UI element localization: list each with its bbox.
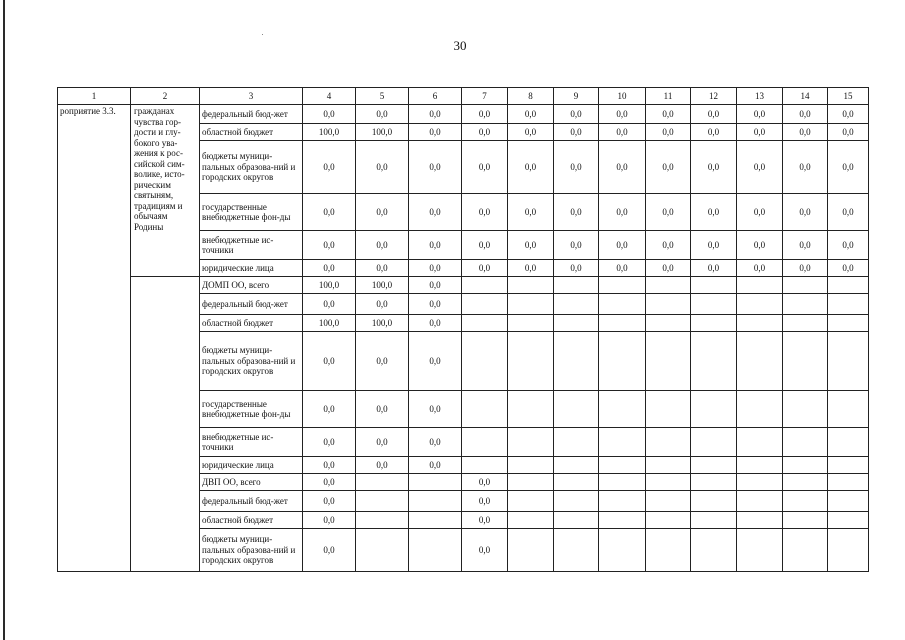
value-cell: 0,0 (828, 260, 869, 277)
value-cell (783, 529, 828, 572)
value-cell: 0,0 (599, 141, 646, 194)
value-cell: 0,0 (356, 391, 409, 428)
value-cell (783, 294, 828, 315)
value-cell (691, 491, 737, 512)
value-cell: 0,0 (409, 315, 462, 332)
value-cell (599, 428, 646, 457)
value-cell: 0,0 (462, 141, 508, 194)
value-cell: 0,0 (508, 124, 554, 141)
value-cell: 0,0 (599, 124, 646, 141)
funding-source-cell: внебюджетные ис-точники (200, 231, 303, 260)
column-header-6: 6 (409, 88, 462, 105)
value-cell (828, 491, 869, 512)
value-cell: 0,0 (737, 194, 783, 231)
value-cell: 0,0 (737, 124, 783, 141)
value-cell (783, 474, 828, 491)
value-cell (737, 391, 783, 428)
event-cell: роприятие 3.3. (58, 105, 131, 572)
value-cell (691, 391, 737, 428)
value-cell: 0,0 (599, 194, 646, 231)
value-cell (646, 294, 691, 315)
value-cell: 0,0 (303, 141, 356, 194)
value-cell: 0,0 (554, 231, 599, 260)
value-cell (508, 457, 554, 474)
value-cell: 0,0 (646, 260, 691, 277)
value-cell: 0,0 (409, 391, 462, 428)
value-cell (599, 474, 646, 491)
goal-line: традициям и (134, 200, 183, 211)
value-cell (691, 315, 737, 332)
column-header-13: 13 (737, 88, 783, 105)
value-cell: 0,0 (646, 124, 691, 141)
value-cell: 0,0 (462, 474, 508, 491)
value-cell: 0,0 (646, 141, 691, 194)
value-cell (691, 474, 737, 491)
value-cell: 0,0 (508, 194, 554, 231)
value-cell: 0,0 (828, 194, 869, 231)
value-cell: 0,0 (356, 194, 409, 231)
value-cell: 0,0 (303, 529, 356, 572)
value-cell: 0,0 (599, 105, 646, 124)
goal-line: дости и глу- (134, 127, 181, 137)
value-cell: 0,0 (691, 141, 737, 194)
goal-line: волике, исто- (134, 169, 185, 179)
value-cell: 0,0 (409, 332, 462, 391)
column-header-7: 7 (462, 88, 508, 105)
value-cell: 0,0 (554, 124, 599, 141)
value-cell (646, 332, 691, 391)
column-header-15: 15 (828, 88, 869, 105)
value-cell: 0,0 (462, 124, 508, 141)
value-cell (828, 277, 869, 294)
value-cell (828, 332, 869, 391)
funding-source-cell: областной бюджет (200, 124, 303, 141)
value-cell: 0,0 (409, 194, 462, 231)
value-cell (783, 277, 828, 294)
value-cell: 100,0 (303, 277, 356, 294)
value-cell (691, 428, 737, 457)
table-row (58, 105, 869, 124)
value-cell (737, 428, 783, 457)
goal-line: сийской сим- (134, 158, 185, 169)
value-cell: 0,0 (356, 332, 409, 391)
value-cell (828, 474, 869, 491)
value-cell: 0,0 (828, 124, 869, 141)
value-cell: 0,0 (737, 260, 783, 277)
value-cell: 0,0 (303, 391, 356, 428)
value-cell (646, 512, 691, 529)
value-cell (828, 294, 869, 315)
value-cell: 0,0 (462, 194, 508, 231)
value-cell (828, 512, 869, 529)
column-header-3: 3 (200, 88, 303, 105)
value-cell (599, 391, 646, 428)
value-cell: 0,0 (691, 105, 737, 124)
value-cell (508, 529, 554, 572)
goal-cell (131, 105, 200, 277)
funding-source-cell: бюджеты муници-пальных образова-ний и городских округов (200, 332, 303, 391)
value-cell: 0,0 (356, 294, 409, 315)
funding-source-cell: федеральный бюд-жет (200, 491, 303, 512)
value-cell (356, 512, 409, 529)
value-cell: 0,0 (303, 491, 356, 512)
value-cell (508, 491, 554, 512)
value-cell (691, 512, 737, 529)
value-cell: 0,0 (599, 231, 646, 260)
value-cell (508, 428, 554, 457)
column-header-4: 4 (303, 88, 356, 105)
value-cell (737, 491, 783, 512)
goal-line: бокого ува- (134, 137, 178, 148)
value-cell (462, 294, 508, 315)
funding-source-cell: федеральный бюд-жет (200, 294, 303, 315)
value-cell (783, 491, 828, 512)
value-cell (462, 391, 508, 428)
value-cell: 0,0 (303, 194, 356, 231)
funding-source-cell: областной бюджет (200, 512, 303, 529)
value-cell (554, 294, 599, 315)
funding-source-cell: областной бюджет (200, 315, 303, 332)
value-cell: 0,0 (783, 231, 828, 260)
value-cell (783, 315, 828, 332)
value-cell: 0,0 (508, 105, 554, 124)
funding-table (57, 87, 869, 572)
table-row (58, 277, 869, 294)
value-cell (599, 315, 646, 332)
value-cell (737, 474, 783, 491)
value-cell (508, 332, 554, 391)
column-header-2: 2 (131, 88, 200, 105)
value-cell (828, 529, 869, 572)
value-cell: 0,0 (303, 474, 356, 491)
value-cell: 0,0 (356, 141, 409, 194)
value-cell: 0,0 (303, 457, 356, 474)
value-cell (409, 529, 462, 572)
value-cell (508, 391, 554, 428)
value-cell: 0,0 (462, 491, 508, 512)
value-cell (462, 428, 508, 457)
value-cell (409, 474, 462, 491)
value-cell (356, 474, 409, 491)
column-header-14: 14 (783, 88, 828, 105)
value-cell (783, 391, 828, 428)
value-cell: 0,0 (737, 141, 783, 194)
goal-line: обычаям (134, 211, 168, 221)
value-cell: 0,0 (783, 105, 828, 124)
value-cell: 0,0 (646, 105, 691, 124)
value-cell (462, 277, 508, 294)
value-cell (554, 315, 599, 332)
value-cell (554, 474, 599, 491)
value-cell: 0,0 (783, 124, 828, 141)
value-cell (554, 491, 599, 512)
column-header-10: 10 (599, 88, 646, 105)
value-cell (646, 428, 691, 457)
value-cell: 0,0 (303, 260, 356, 277)
value-cell: 0,0 (409, 124, 462, 141)
column-header-8: 8 (508, 88, 554, 105)
value-cell (508, 315, 554, 332)
value-cell (356, 529, 409, 572)
value-cell: 0,0 (508, 260, 554, 277)
value-cell (737, 277, 783, 294)
value-cell (783, 428, 828, 457)
value-cell: 0,0 (409, 231, 462, 260)
value-cell (783, 457, 828, 474)
value-cell: 100,0 (356, 124, 409, 141)
value-cell (599, 457, 646, 474)
funding-source-cell: юридические лица (200, 260, 303, 277)
value-cell: 100,0 (303, 315, 356, 332)
value-cell (828, 428, 869, 457)
value-cell (508, 294, 554, 315)
value-cell (737, 315, 783, 332)
value-cell (691, 332, 737, 391)
value-cell: 0,0 (462, 260, 508, 277)
scan-speck (262, 34, 263, 35)
value-cell: 0,0 (303, 428, 356, 457)
value-cell: 0,0 (828, 231, 869, 260)
header-row (58, 88, 869, 105)
value-cell (828, 391, 869, 428)
value-cell (462, 457, 508, 474)
value-cell (783, 512, 828, 529)
value-cell (646, 474, 691, 491)
value-cell (783, 332, 828, 391)
value-cell: 0,0 (646, 194, 691, 231)
value-cell (554, 332, 599, 391)
value-cell (737, 294, 783, 315)
value-cell: 0,0 (356, 428, 409, 457)
value-cell: 0,0 (462, 231, 508, 260)
value-cell (737, 332, 783, 391)
value-cell: 0,0 (828, 105, 869, 124)
value-cell: 0,0 (409, 141, 462, 194)
goal-line: гражданах (134, 106, 175, 116)
funding-source-cell: ДВП ОО, всего (200, 474, 303, 491)
goal-line: жения к рос- (134, 148, 183, 158)
value-cell (599, 294, 646, 315)
page-number: 30 (453, 38, 467, 53)
value-cell: 100,0 (356, 315, 409, 332)
value-cell: 0,0 (409, 457, 462, 474)
funding-source-cell: ДОМП ОО, всего (200, 277, 303, 294)
value-cell (462, 332, 508, 391)
value-cell: 0,0 (508, 141, 554, 194)
value-cell (554, 529, 599, 572)
value-cell (409, 512, 462, 529)
value-cell (599, 277, 646, 294)
value-cell: 0,0 (508, 231, 554, 260)
value-cell (599, 332, 646, 391)
value-cell: 0,0 (409, 260, 462, 277)
value-cell: 0,0 (409, 428, 462, 457)
value-cell: 0,0 (691, 194, 737, 231)
value-cell: 0,0 (356, 457, 409, 474)
value-cell: 0,0 (462, 512, 508, 529)
value-cell: 0,0 (783, 260, 828, 277)
value-cell (356, 491, 409, 512)
value-cell: 0,0 (691, 260, 737, 277)
value-cell: 0,0 (646, 231, 691, 260)
value-cell (646, 391, 691, 428)
value-cell (554, 457, 599, 474)
goal-line: рическим (134, 179, 171, 190)
column-header-9: 9 (554, 88, 599, 105)
column-header-11: 11 (646, 88, 691, 105)
value-cell (599, 529, 646, 572)
column-header-12: 12 (691, 88, 737, 105)
value-cell: 0,0 (828, 141, 869, 194)
value-cell (691, 294, 737, 315)
value-cell (646, 315, 691, 332)
value-cell: 0,0 (783, 194, 828, 231)
value-cell: 0,0 (409, 294, 462, 315)
value-cell: 0,0 (356, 231, 409, 260)
value-cell: 0,0 (783, 141, 828, 194)
goal-line: чувства гор- (134, 116, 181, 127)
funding-source-cell: юридические лица (200, 457, 303, 474)
value-cell: 0,0 (462, 529, 508, 572)
value-cell (554, 391, 599, 428)
value-cell: 0,0 (356, 260, 409, 277)
table-body (58, 88, 869, 572)
value-cell: 0,0 (303, 105, 356, 124)
value-cell (646, 491, 691, 512)
value-cell: 0,0 (356, 105, 409, 124)
value-cell (691, 529, 737, 572)
value-cell (508, 474, 554, 491)
value-cell: 0,0 (737, 105, 783, 124)
value-cell: 0,0 (554, 105, 599, 124)
value-cell (508, 277, 554, 294)
value-cell: 0,0 (599, 260, 646, 277)
value-cell: 0,0 (409, 105, 462, 124)
value-cell (828, 315, 869, 332)
value-cell (646, 277, 691, 294)
value-cell (691, 277, 737, 294)
value-cell (554, 277, 599, 294)
value-cell: 0,0 (303, 231, 356, 260)
value-cell (646, 529, 691, 572)
value-cell (691, 457, 737, 474)
funding-source-cell: государственные внебюджетные фон-ды (200, 194, 303, 231)
value-cell: 0,0 (554, 194, 599, 231)
goal-line: Родины (134, 221, 164, 232)
funding-source-cell: федеральный бюд-жет (200, 105, 303, 124)
goal-line: святыням, (134, 190, 174, 200)
value-cell: 0,0 (303, 512, 356, 529)
value-cell: 0,0 (303, 294, 356, 315)
value-cell: 100,0 (303, 124, 356, 141)
value-cell: 0,0 (691, 231, 737, 260)
value-cell (737, 457, 783, 474)
value-cell: 0,0 (409, 277, 462, 294)
funding-source-cell: бюджеты муници-пальных образова-ний и городских округов (200, 141, 303, 194)
value-cell (828, 457, 869, 474)
value-cell: 0,0 (554, 141, 599, 194)
value-cell: 0,0 (554, 260, 599, 277)
value-cell (554, 512, 599, 529)
column-header-1: 1 (58, 88, 131, 105)
value-cell: 0,0 (691, 124, 737, 141)
value-cell: 0,0 (737, 231, 783, 260)
funding-source-cell: бюджеты муници-пальных образова-ний и городских округов (200, 529, 303, 572)
value-cell (737, 529, 783, 572)
funding-source-cell: государственные внебюджетные фон-ды (200, 391, 303, 428)
value-cell (409, 491, 462, 512)
value-cell (554, 428, 599, 457)
value-cell: 100,0 (356, 277, 409, 294)
column-header-5: 5 (356, 88, 409, 105)
value-cell: 0,0 (303, 332, 356, 391)
value-cell (599, 512, 646, 529)
value-cell (462, 315, 508, 332)
left-margin-rule (3, 0, 5, 640)
funding-source-cell: внебюджетные ис-точники (200, 428, 303, 457)
goal-blank-cell (131, 277, 200, 572)
value-cell: 0,0 (462, 105, 508, 124)
value-cell (646, 457, 691, 474)
value-cell (737, 512, 783, 529)
value-cell (508, 512, 554, 529)
value-cell (599, 491, 646, 512)
